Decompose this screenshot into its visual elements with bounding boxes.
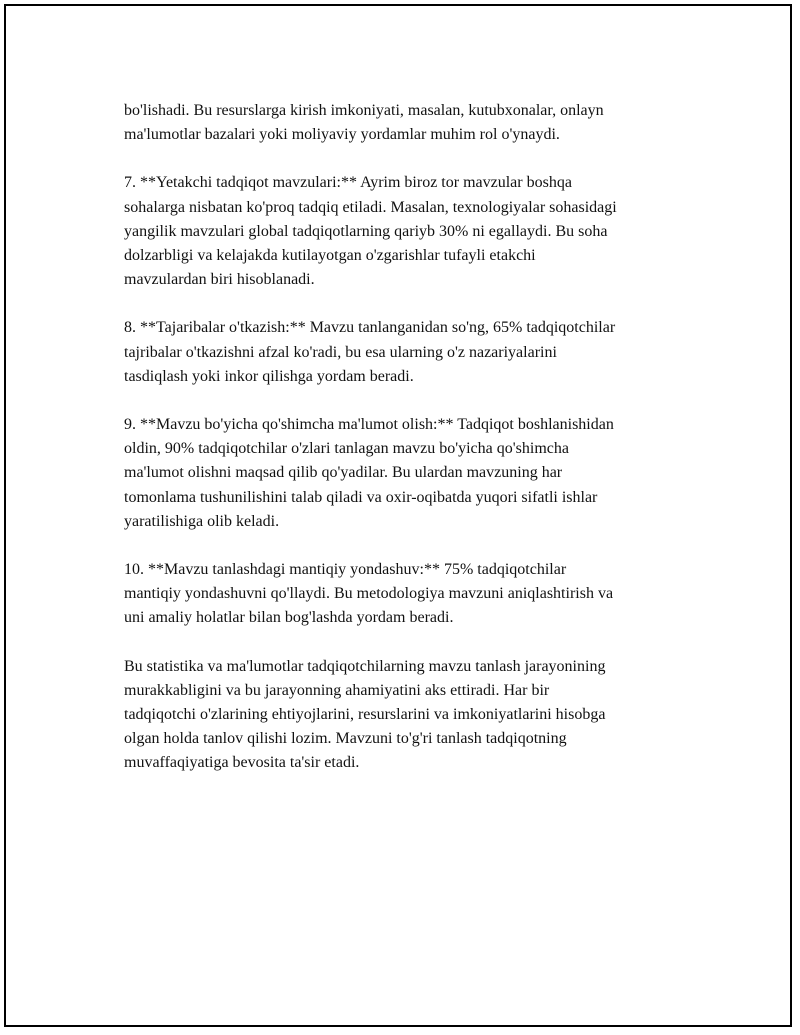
paragraph-conclusion: Bu statistika va ma'lumotlar tadqiqotchilarning mavzu tanlash jarayonining murakkabligini va bu jarayonning ahamiyatini aks ettiradi. Har bir tadqiqotchi o'zlarining ehtiyojlarini, resurslarini va imkoniyatlarini hisobga olgan holda tanlov qilishi lozim. Mavzuni to'g'ri tanlash tadqiqotning muvaffaqiyatiga bevosita ta'sir etadi. bbox=[124, 657, 606, 772]
paragraph-item-9: 9. **Mavzu bo'yicha qo'shimcha ma'lumot olish:** Tadqiqot boshlanishidan oldin, 90% tadqiqotchilar o'zlari tanlagan mavzu bo'yicha qo'shimcha ma'lumot olishni maqsad qilib qo'yadilar. Bu ulardan mavzuning har tomonlama tushunilishini talab qiladi va oxir-oqibatda yuqori sifatli ishlar yaratilishiga olib keladi. bbox=[124, 416, 614, 530]
document-body bbox=[124, 99, 698, 800]
paragraph-item-10: 10. **Mavzu tanlashdagi mantiqiy yondashuv:** 75% tadqiqotchilar mantiqiy yondashuvni qo'llaydi. Bu metodologiya mavzuni aniqlashtirish va uni amaliy holatlar bilan bog'lashda yordam beradi. bbox=[124, 561, 614, 627]
paragraph-item-7: 7. **Yetakchi tadqiqot mavzulari:** Ayrim biroz tor mavzular boshqa sohalarga nisbatan ko'proq tadqiq etiladi. Masalan, texnologiyalar sohasidagi yangilik mavzulari global tadqiqotlarning qariyb 30% ni egallaydi. Bu soha dolzarbligi va kelajakda kutilayotgan o'zgarishlar tufayli etakchi mavzulardan biri hisoblanadi. bbox=[124, 174, 617, 289]
page-frame bbox=[4, 4, 792, 1027]
paragraph-item-8: 8. **Tajaribalar o'tkazish:** Mavzu tanlanganidan so'ng, 65% tadqiqotchilar tajribalar o'tkazishni afzal ko'radi, bu esa ularning o'z nazariyalarini tasdiqlash yoki inkor qilishga yordam beradi. bbox=[124, 319, 616, 385]
paragraph-continuation: bo'lishadi. Bu resurslarga kirish imkoniyati, masalan, kutubxonalar, onlayn ma'lumotlar bazalari yoki moliyaviy yordamlar muhim rol o'ynaydi. bbox=[124, 102, 604, 144]
